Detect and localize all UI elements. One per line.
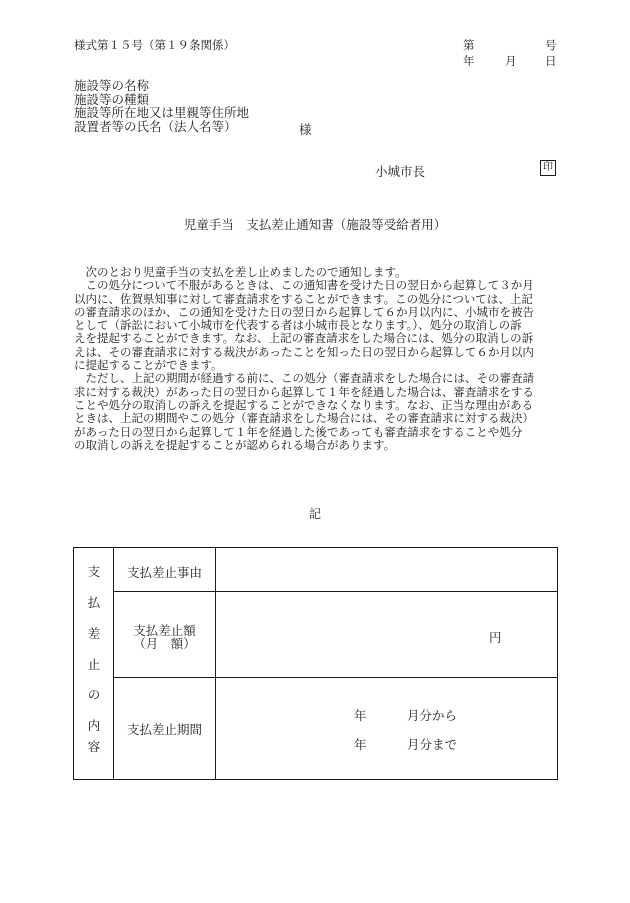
period-to-year: 年 [354,737,367,752]
honorific: 様 [299,122,312,137]
side-label-char: 払 [87,595,101,610]
body-line: ただし、上記の期間が経過する前に、この処分（審査請求をした場合には、その審査請 [74,371,534,386]
addressee-block [74,79,249,133]
amount-label: 支払差止額 [133,623,196,638]
document-number-prefix: 第 [463,38,475,52]
body-line: に提起することができます。 [74,358,223,373]
document-title: 児童手当 支払差止通知書（施設等受給者用） [183,217,447,232]
body-line: 次のとおり児童手当の支払を差し止めましたので通知します。 [74,265,407,279]
body-line: の審査請求のほか、この通知を受けた日の翌日から起算して６か月以内に、小城市を被告 [74,304,534,319]
reason-label: 支払差止事由 [126,565,202,580]
body-line: の取消しの訴えを提起することが認められる場合があります。 [74,437,396,452]
body-line: ときは、上記の期間やこの処分（審査請求をした場合には、その審査請求に対する裁決） [74,411,534,426]
side-label-char: 止 [87,657,101,672]
operator-name-label: 設置者等の氏名（法人名等） [74,118,237,134]
facility-address-label: 施設等所在地又は里親等住所地 [74,105,250,120]
facility-type-label: 施設等の種類 [74,91,150,107]
period-label: 支払差止期間 [126,722,202,737]
body-line: 以内に、佐賀県知事に対して審査請求をすることができます。この処分については、上記 [74,291,533,306]
side-label-char: 支 [87,564,101,579]
body-line: えは、その審査請求に対する裁決があったことを知った日の翌日から起算して６か月以内 [74,344,534,359]
suspension-details-table [73,547,558,780]
body-line: この処分について不服があるときは、この通知書を受けた日の翌日から起算して３か月 [74,278,534,293]
notice-body [74,266,562,452]
facility-name-label: 施設等の名称 [74,78,150,93]
body-line: として（訴訟において小城市を代表する者は小城市長となります。）、処分の取消しの訴 [74,318,522,333]
date-year-label: 年 [463,54,475,68]
side-label-char: 差 [87,626,101,641]
body-line: があった日の翌日から起算して１年を経過した後であっても審査請求をすることや処分 [74,424,523,439]
side-label-char: 内 [87,718,101,733]
period-from-year: 年 [354,708,367,723]
form-number-label: 様式第１５号（第１９条関係） [74,38,235,52]
side-label-char: 容 [87,739,101,754]
date-day-label: 日 [545,54,557,68]
body-line: 求に対する裁決）があった日の翌日から起算して１年を経過した場合は、審査請求をする [74,384,534,399]
issuer-mayor: 小城市長 [375,164,426,179]
date-month-label: 月 [505,54,517,68]
body-line: えを提起することができます。なお、上記の審査請求をした場合には、処分の取消しの訴 [74,331,534,346]
table-divider [113,591,557,592]
table-divider [215,548,216,779]
body-line: ことや処分の取消しの訴えを提起することができなくなります。なお、正当な理由がある [74,397,534,412]
period-to-month: 月分まで [407,737,458,752]
amount-unit: 円 [489,630,502,645]
period-from-month: 月分から [407,708,458,723]
official-seal-mark: 印 [540,160,556,176]
amount-sublabel: （月 額） [133,636,196,651]
table-divider [113,677,557,678]
side-label-char: の [87,687,101,702]
document-number-suffix: 号 [545,38,557,52]
ki-heading: 記 [308,507,321,521]
